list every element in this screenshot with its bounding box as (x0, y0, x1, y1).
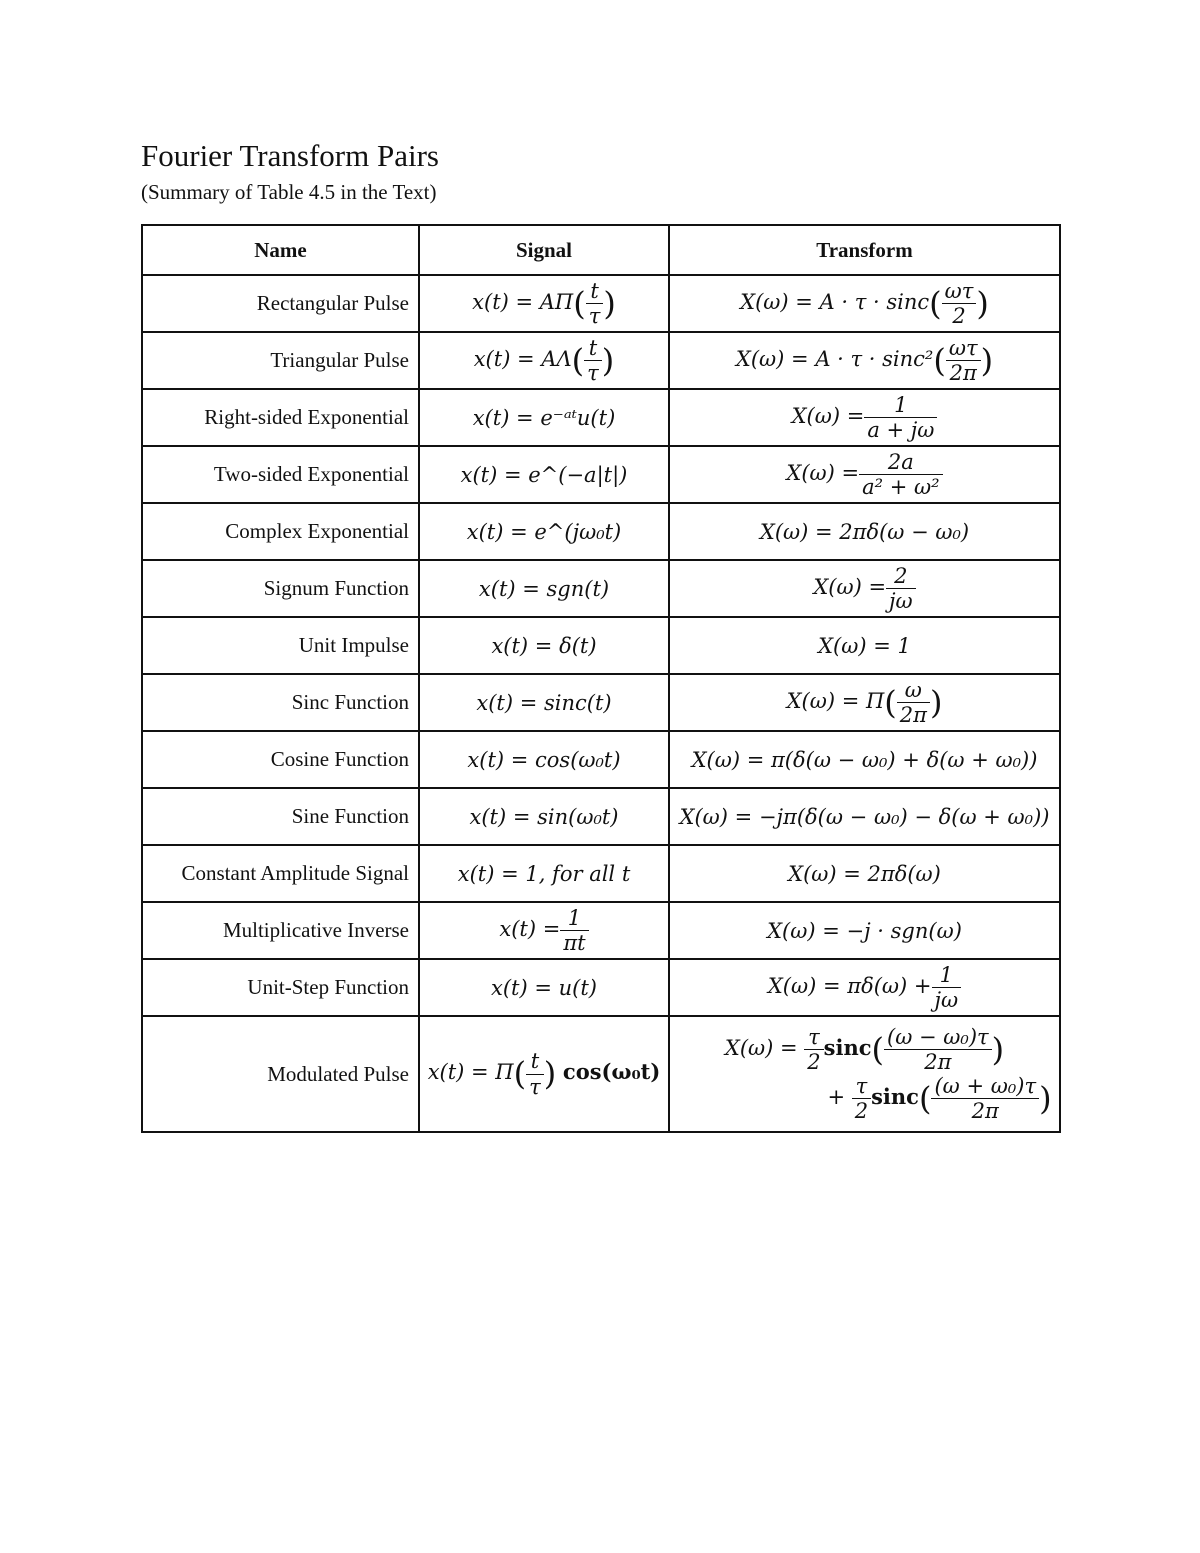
row-transform (669, 1016, 1060, 1132)
row-signal (419, 503, 669, 560)
formula-text: X(ω) = 1 (818, 633, 911, 658)
formula-lhs: + (827, 1085, 846, 1110)
row-name: Cosine Function (142, 731, 419, 788)
fraction (859, 450, 942, 499)
table-row (142, 731, 1060, 788)
row-transform (669, 446, 1060, 503)
row-name: Rectangular Pulse (142, 275, 419, 332)
row-transform (669, 788, 1060, 845)
formula-text: x(t) = e⁻ᵃᵗu(t) (472, 405, 616, 430)
formula-text: x(t) = sin(ω₀t) (469, 804, 619, 829)
paren-close: ) (601, 341, 615, 380)
numerator: (ω − ω₀)τ (884, 1025, 992, 1050)
fraction (560, 906, 588, 955)
denominator: 2π (899, 703, 927, 727)
numerator: 1 (864, 393, 937, 418)
formula-lhs: x(t) = AΠ (472, 290, 574, 314)
row-signal (419, 560, 669, 617)
row-name: Modulated Pulse (142, 1016, 419, 1132)
table-row (142, 617, 1060, 674)
row-name: Sinc Function (142, 674, 419, 731)
row-name: Unit-Step Function (142, 959, 419, 1016)
row-signal (419, 902, 669, 959)
formula-text: x(t) = sinc(t) (476, 690, 612, 715)
fraction (864, 393, 937, 442)
paren-close: ) (976, 284, 989, 323)
formula-lhs: x(t) = (499, 917, 561, 941)
denominator: 2 (807, 1049, 821, 1074)
denominator: 2 (854, 1099, 869, 1124)
row-name: Sine Function (142, 788, 419, 845)
paren-open: ( (929, 284, 942, 323)
numerator: t (526, 1049, 544, 1074)
paren-close: ) (991, 1030, 1005, 1069)
fraction (897, 678, 930, 727)
numerator: τ (804, 1025, 823, 1050)
transform-line-2 (670, 1074, 1059, 1123)
table-row (142, 788, 1060, 845)
fraction (946, 336, 981, 385)
row-signal (419, 446, 669, 503)
row-name: Two-sided Exponential (142, 446, 419, 503)
row-signal (419, 275, 669, 332)
formula-text: X(ω) = 2πδ(ω) (788, 861, 941, 886)
paren-close: ) (603, 284, 616, 323)
paren-close: ) (929, 683, 943, 722)
fraction (942, 279, 977, 328)
denominator: a + jω (867, 418, 935, 442)
formula-text: x(t) = sgn(t) (478, 576, 610, 601)
fraction (804, 1025, 823, 1074)
formula-text: x(t) = u(t) (491, 975, 597, 1000)
formula-lhs: X(ω) = A · τ · sinc (740, 290, 930, 314)
denominator: τ (587, 361, 599, 385)
table-row (142, 560, 1060, 617)
table-body (142, 275, 1060, 1016)
row-name: Right-sided Exponential (142, 389, 419, 446)
row-name: Unit Impulse (142, 617, 419, 674)
row-signal (419, 788, 669, 845)
row-transform (669, 902, 1060, 959)
row-transform (669, 617, 1060, 674)
row-name: Triangular Pulse (142, 332, 419, 389)
paren-open: ( (513, 1055, 527, 1093)
numerator: 1 (932, 963, 962, 988)
formula-lhs: x(t) = AΛ (473, 347, 572, 371)
row-signal (419, 332, 669, 389)
row-transform (669, 389, 1060, 446)
denominator: 2 (952, 304, 966, 328)
fraction (931, 1074, 1039, 1123)
row-transform (669, 674, 1060, 731)
formula-lhs: X(ω) = A · τ · sinc² (735, 347, 934, 371)
row-signal (419, 731, 669, 788)
paren-close: ) (543, 1055, 557, 1093)
paren-open: ( (918, 1079, 932, 1118)
table-row-modulated-pulse (142, 1016, 1060, 1132)
numerator: (ω + ω₀)τ (931, 1074, 1039, 1099)
fraction (884, 1025, 992, 1074)
paren-close: ) (980, 341, 994, 380)
formula-lhs: X(ω) = Π (786, 689, 885, 713)
paren-open: ( (884, 683, 897, 722)
table-row (142, 959, 1060, 1016)
denominator: 2π (971, 1099, 999, 1124)
paren-open: ( (871, 1030, 885, 1069)
table-row (142, 275, 1060, 332)
formula-lhs: X(ω) = (786, 461, 860, 485)
paren-open: ( (571, 341, 585, 380)
row-transform (669, 560, 1060, 617)
numerator: 1 (560, 906, 588, 931)
table-row (142, 845, 1060, 902)
paren-open: ( (573, 284, 586, 323)
formula-lhs: X(ω) = (791, 404, 865, 428)
fraction (932, 963, 962, 1012)
header-transform: Transform (669, 225, 1060, 275)
denominator: πt (563, 931, 586, 955)
row-signal (419, 845, 669, 902)
fraction (886, 564, 916, 613)
fraction (586, 279, 604, 328)
formula-text: x(t) = 1, for all t (457, 861, 631, 886)
row-name: Complex Exponential (142, 503, 419, 560)
row-signal (419, 617, 669, 674)
formula-lhs: X(ω) = (813, 575, 887, 599)
numerator: 2a (859, 450, 942, 475)
fraction (852, 1074, 871, 1123)
numerator: t (586, 279, 604, 304)
formula-text: X(ω) = −jπ(δ(ω − ω₀) − δ(ω + ω₀)) (679, 804, 1050, 829)
table-row (142, 389, 1060, 446)
formula-text: x(t) = e^(jω₀t) (466, 519, 622, 544)
formula-text: X(ω) = 2πδ(ω − ω₀) (759, 519, 970, 544)
formula-rhs: cos(ω₀t) (562, 1059, 661, 1085)
denominator: a² + ω² (862, 475, 940, 499)
numerator: t (584, 336, 602, 361)
row-signal (419, 674, 669, 731)
modulated-body (142, 1016, 1060, 1132)
formula-text: x(t) = e^(−a|t|) (460, 462, 628, 487)
denominator: τ (529, 1074, 541, 1099)
numerator: τ (852, 1074, 871, 1099)
header-row (142, 225, 1060, 275)
denominator: jω (889, 589, 913, 613)
numerator: ωτ (946, 336, 981, 361)
formula-text: x(t) = δ(t) (491, 633, 597, 658)
sinc-label: sinc (871, 1084, 919, 1110)
header-signal: Signal (419, 225, 669, 275)
table-row (142, 674, 1060, 731)
row-name: Constant Amplitude Signal (142, 845, 419, 902)
paren-open: ( (933, 341, 946, 380)
formula-lhs: X(ω) = (724, 1035, 798, 1060)
formula-lhs: X(ω) = πδ(ω) + (767, 974, 932, 998)
formula-lhs: x(t) = Π (427, 1060, 514, 1085)
table-row (142, 503, 1060, 560)
numerator: ω (897, 678, 930, 703)
fraction (584, 336, 602, 385)
formula-text: X(ω) = −j · sgn(ω) (767, 918, 962, 943)
transform-line-1 (670, 1025, 1059, 1074)
numerator: ωτ (942, 279, 977, 304)
formula-text: x(t) = cos(ω₀t) (467, 747, 621, 772)
row-transform (669, 845, 1060, 902)
row-name: Signum Function (142, 560, 419, 617)
row-transform (669, 275, 1060, 332)
denominator: jω (934, 988, 959, 1012)
numerator: 2 (886, 564, 916, 589)
table-row (142, 332, 1060, 389)
row-transform (669, 332, 1060, 389)
page-subtitle: (Summary of Table 4.5 in the Text) (141, 180, 437, 204)
fourier-table (141, 224, 1061, 1133)
formula-text: X(ω) = π(δ(ω − ω₀) + δ(ω + ω₀)) (691, 747, 1038, 772)
row-signal (419, 389, 669, 446)
paren-close: ) (1039, 1079, 1052, 1118)
row-name: Multiplicative Inverse (142, 902, 419, 959)
table-row (142, 902, 1060, 959)
denominator: τ (588, 304, 601, 328)
row-transform (669, 959, 1060, 1016)
row-signal (419, 1016, 669, 1132)
row-transform (669, 731, 1060, 788)
table-row (142, 446, 1060, 503)
fraction (526, 1049, 544, 1098)
sinc-label: sinc (823, 1034, 872, 1060)
row-transform (669, 503, 1060, 560)
page-title: Fourier Transform Pairs (141, 138, 439, 173)
row-signal (419, 959, 669, 1016)
denominator: 2π (924, 1049, 952, 1074)
denominator: 2π (949, 361, 977, 385)
header-name: Name (142, 225, 419, 275)
